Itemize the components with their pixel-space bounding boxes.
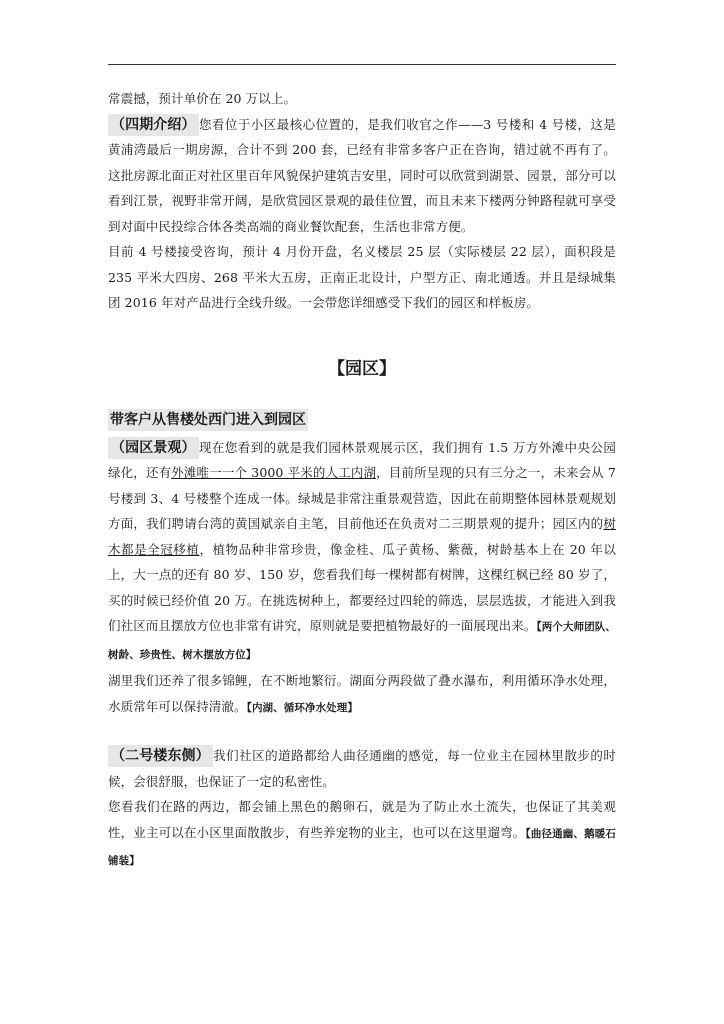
section-title: 【园区】 <box>328 358 396 379</box>
paragraph-building2 <box>108 743 616 794</box>
header-rule <box>108 64 616 65</box>
paragraph-continuation: 常震撼，预计单价在 20 万以上。 <box>108 91 297 106</box>
paragraph-lake <box>108 668 616 721</box>
garden-note: 【两个大师团队、树龄、珍贵性、树木摆放方位】 <box>108 621 616 661</box>
building2-text: 我们社区的道路都给人曲径通幽的感觉，每一位业主在园林里散步的时候，会很舒服，也保证了一定的私密性。 <box>108 748 616 789</box>
subheading: 带客户从售楼处西门进入到园区 <box>108 409 308 431</box>
lake-note: 【内湖、循环净水处理】 <box>246 701 358 714</box>
paragraph-pebbles <box>108 794 616 875</box>
garden-underline-lake: 外滩唯一一个 3000 平米的人工内湖 <box>171 465 377 480</box>
lake-text: 湖里我们还养了很多锦鲤，在不断地繁衍。湖面分两段做了叠水瀑布，利用循环净水处理，水质常年可以保持清澈。 <box>108 673 616 714</box>
paragraph-phase4 <box>108 112 616 240</box>
garden-text-3: ，植物品种非常珍贵，像金桂、瓜子黄杨、紫薇，树龄基本上在 20 年以上，大一点的还有 80 岁、150 岁，您看我们每一棵树都有树牌，这棵红枫已经 80 岁了，买的时候已经价值 20 万。在挑选树种上，都要经过四轮的筛选，层层选拔，才能进入到我们社区而且摆放方位也非常有讲究，原则就是要把植物最好的一面展现出来。 <box>108 541 616 633</box>
garden-tag: （园区景观） <box>108 437 199 459</box>
garden-underline-trees: 树木都是全冠移植 <box>108 516 616 557</box>
garden-text-2: ，目前所呈现的只有三分之一，未来会从 7 号楼到 3、4 号楼整个连成一体。绿城是非常注重景观营造，因此在前期整体园林景观规划方面，我们聘请台湾的黄国斌亲自主笔，目前他还在负责对二三期景观的提升；园区内的 <box>108 465 616 531</box>
pebbles-text: 您看我们在路的两边，都会铺上黑色的鹅卵石，就是为了防止水土流失，也保证了其美观性，业主可以在小区里面散散步，有些养宠物的业主，也可以在这里遛弯。 <box>108 799 616 840</box>
phase4-text: 您看位于小区最核心位置的，是我们收官之作——3 号楼和 4 号楼，这是黄浦湾最后一期房源，合计不到 200 套，已经有非常多客户正在咨询，错过就不再有了。这批房源北面正对社区里百年风貌保护建筑吉安里，同时可以欣赏到湖景、园景，部分可以看到江景，视野非常开阔，是欣赏园区景观的最佳位置，而且未来下楼两分钟路程就可享受到对面中民投综合体各类高端的商业餐饮配套，生活也非常方便。 <box>108 116 616 234</box>
document-body <box>108 86 616 875</box>
garden-text-1: 现在您看到的就是我们园林景观展示区，我们拥有 1.5 万方外滩中央公园绿化，还有 <box>108 439 616 480</box>
paragraph-building4: 目前 4 号楼接受咨询，预计 4 月份开盘，名义楼层 25 层（实际楼层 22 层），面积段是 235 平米大四房、268 平米大五房，正南正北设计，户型方正、南北通透。并且是绿城集团 2016 年对产品进行全线升级。一会带您详细感受下我们的园区和样板房。 <box>108 244 616 310</box>
paragraph-garden <box>108 435 616 669</box>
phase4-tag: （四期介绍） <box>108 114 199 136</box>
building2-tag: （二号楼东侧） <box>108 745 213 767</box>
spacer <box>108 721 616 743</box>
pebbles-note: 【曲径通幽、鹅暖石铺装】 <box>108 827 616 867</box>
